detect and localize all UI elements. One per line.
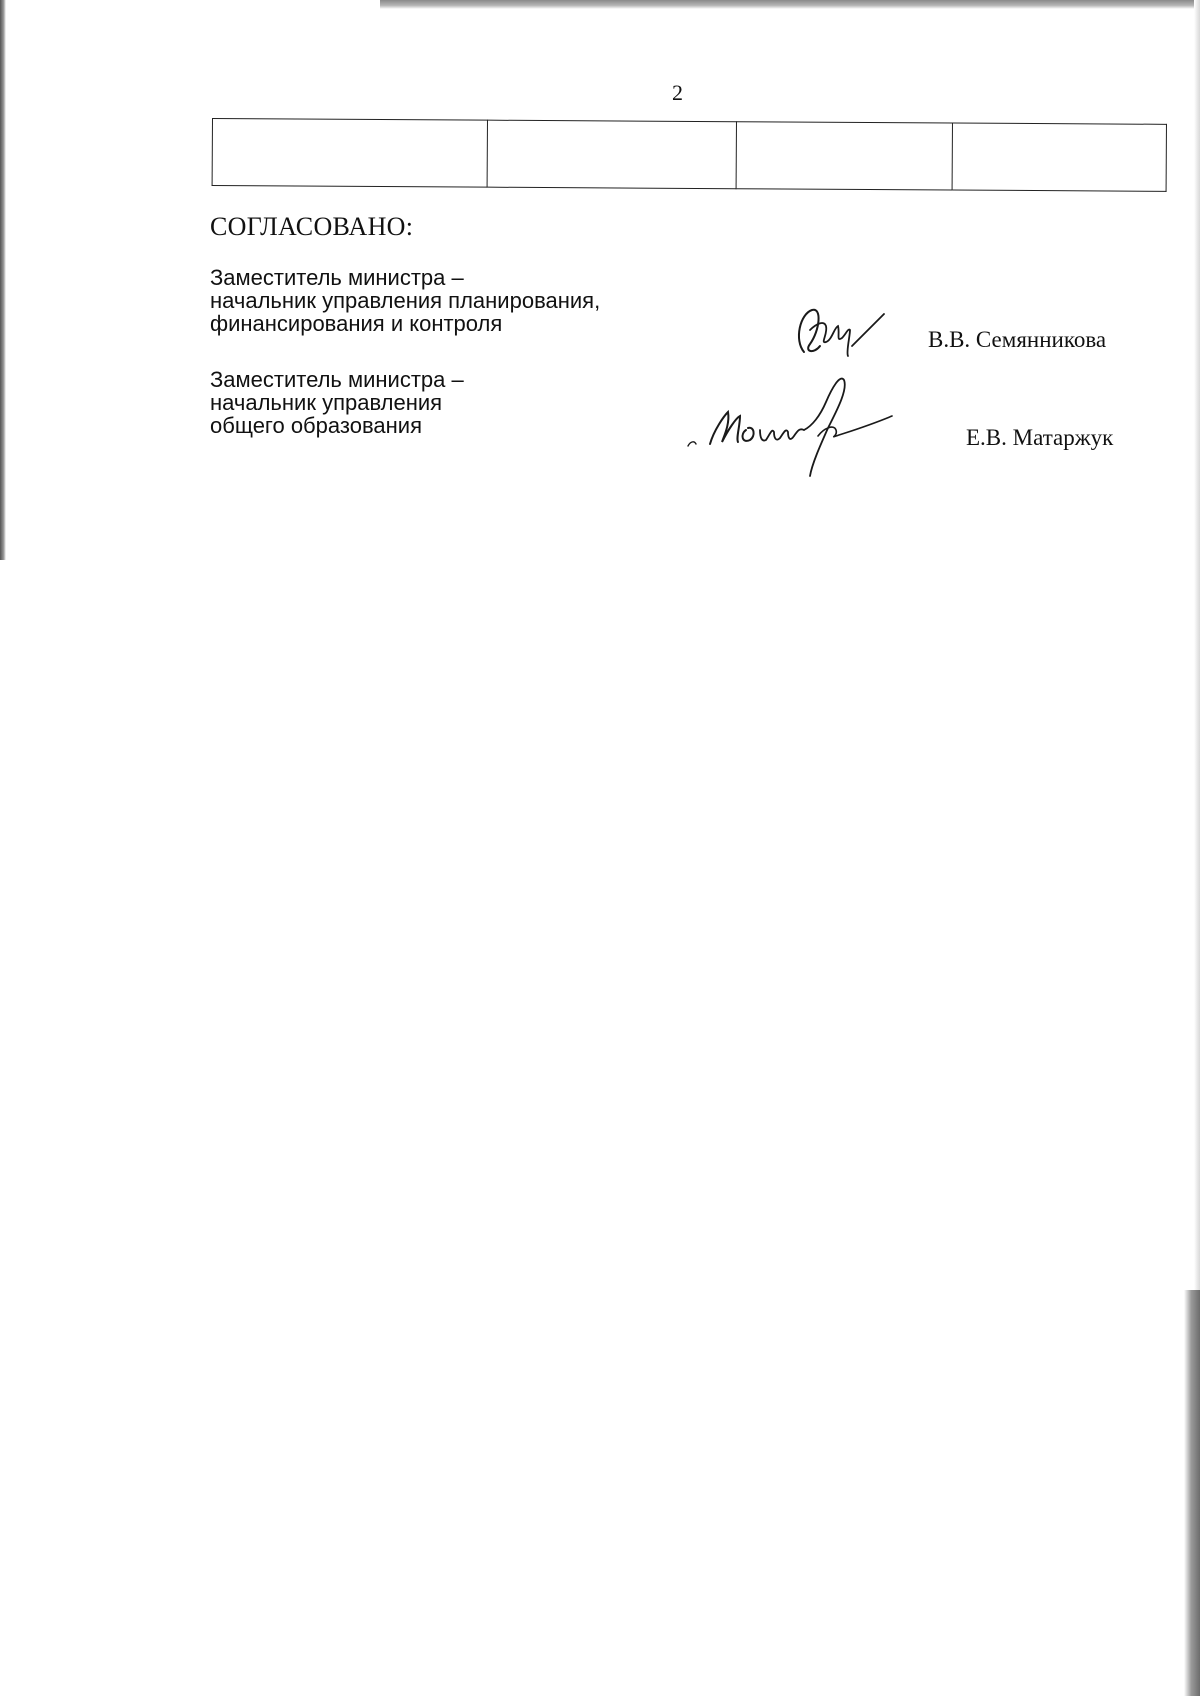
scan-edge-left [0,0,6,560]
position-line: финансирования и контроля [210,311,503,336]
table-cell [952,123,1166,191]
signer-name-2: Е.В. Матаржук [966,425,1114,450]
approval-heading: СОГЛАСОВАНО: [210,212,414,241]
signer-name-1: В.В. Семянникова [928,327,1107,352]
table-cell [736,122,952,190]
position-line: начальник управления планирования, [210,288,601,313]
position-line: Заместитель министра – [210,265,464,290]
scan-edge-right [1184,1290,1200,1696]
position-line: начальник управления [210,390,443,415]
signer-position-1 [210,266,600,335]
handwritten-signature-icon [680,372,900,482]
page-number: 2 [672,80,683,105]
table-cell [212,119,487,188]
scan-edge-top [380,0,1200,9]
position-line: Заместитель министра – [210,367,464,392]
scan-edge-right-faint [1194,0,1200,1290]
table-row [212,119,1166,192]
handwritten-signature-icon [790,300,890,362]
position-line: общего образования [210,413,422,438]
signer-position-2 [210,368,464,437]
blank-table-container [212,118,1167,192]
blank-table [212,118,1167,192]
table-cell [487,120,736,189]
